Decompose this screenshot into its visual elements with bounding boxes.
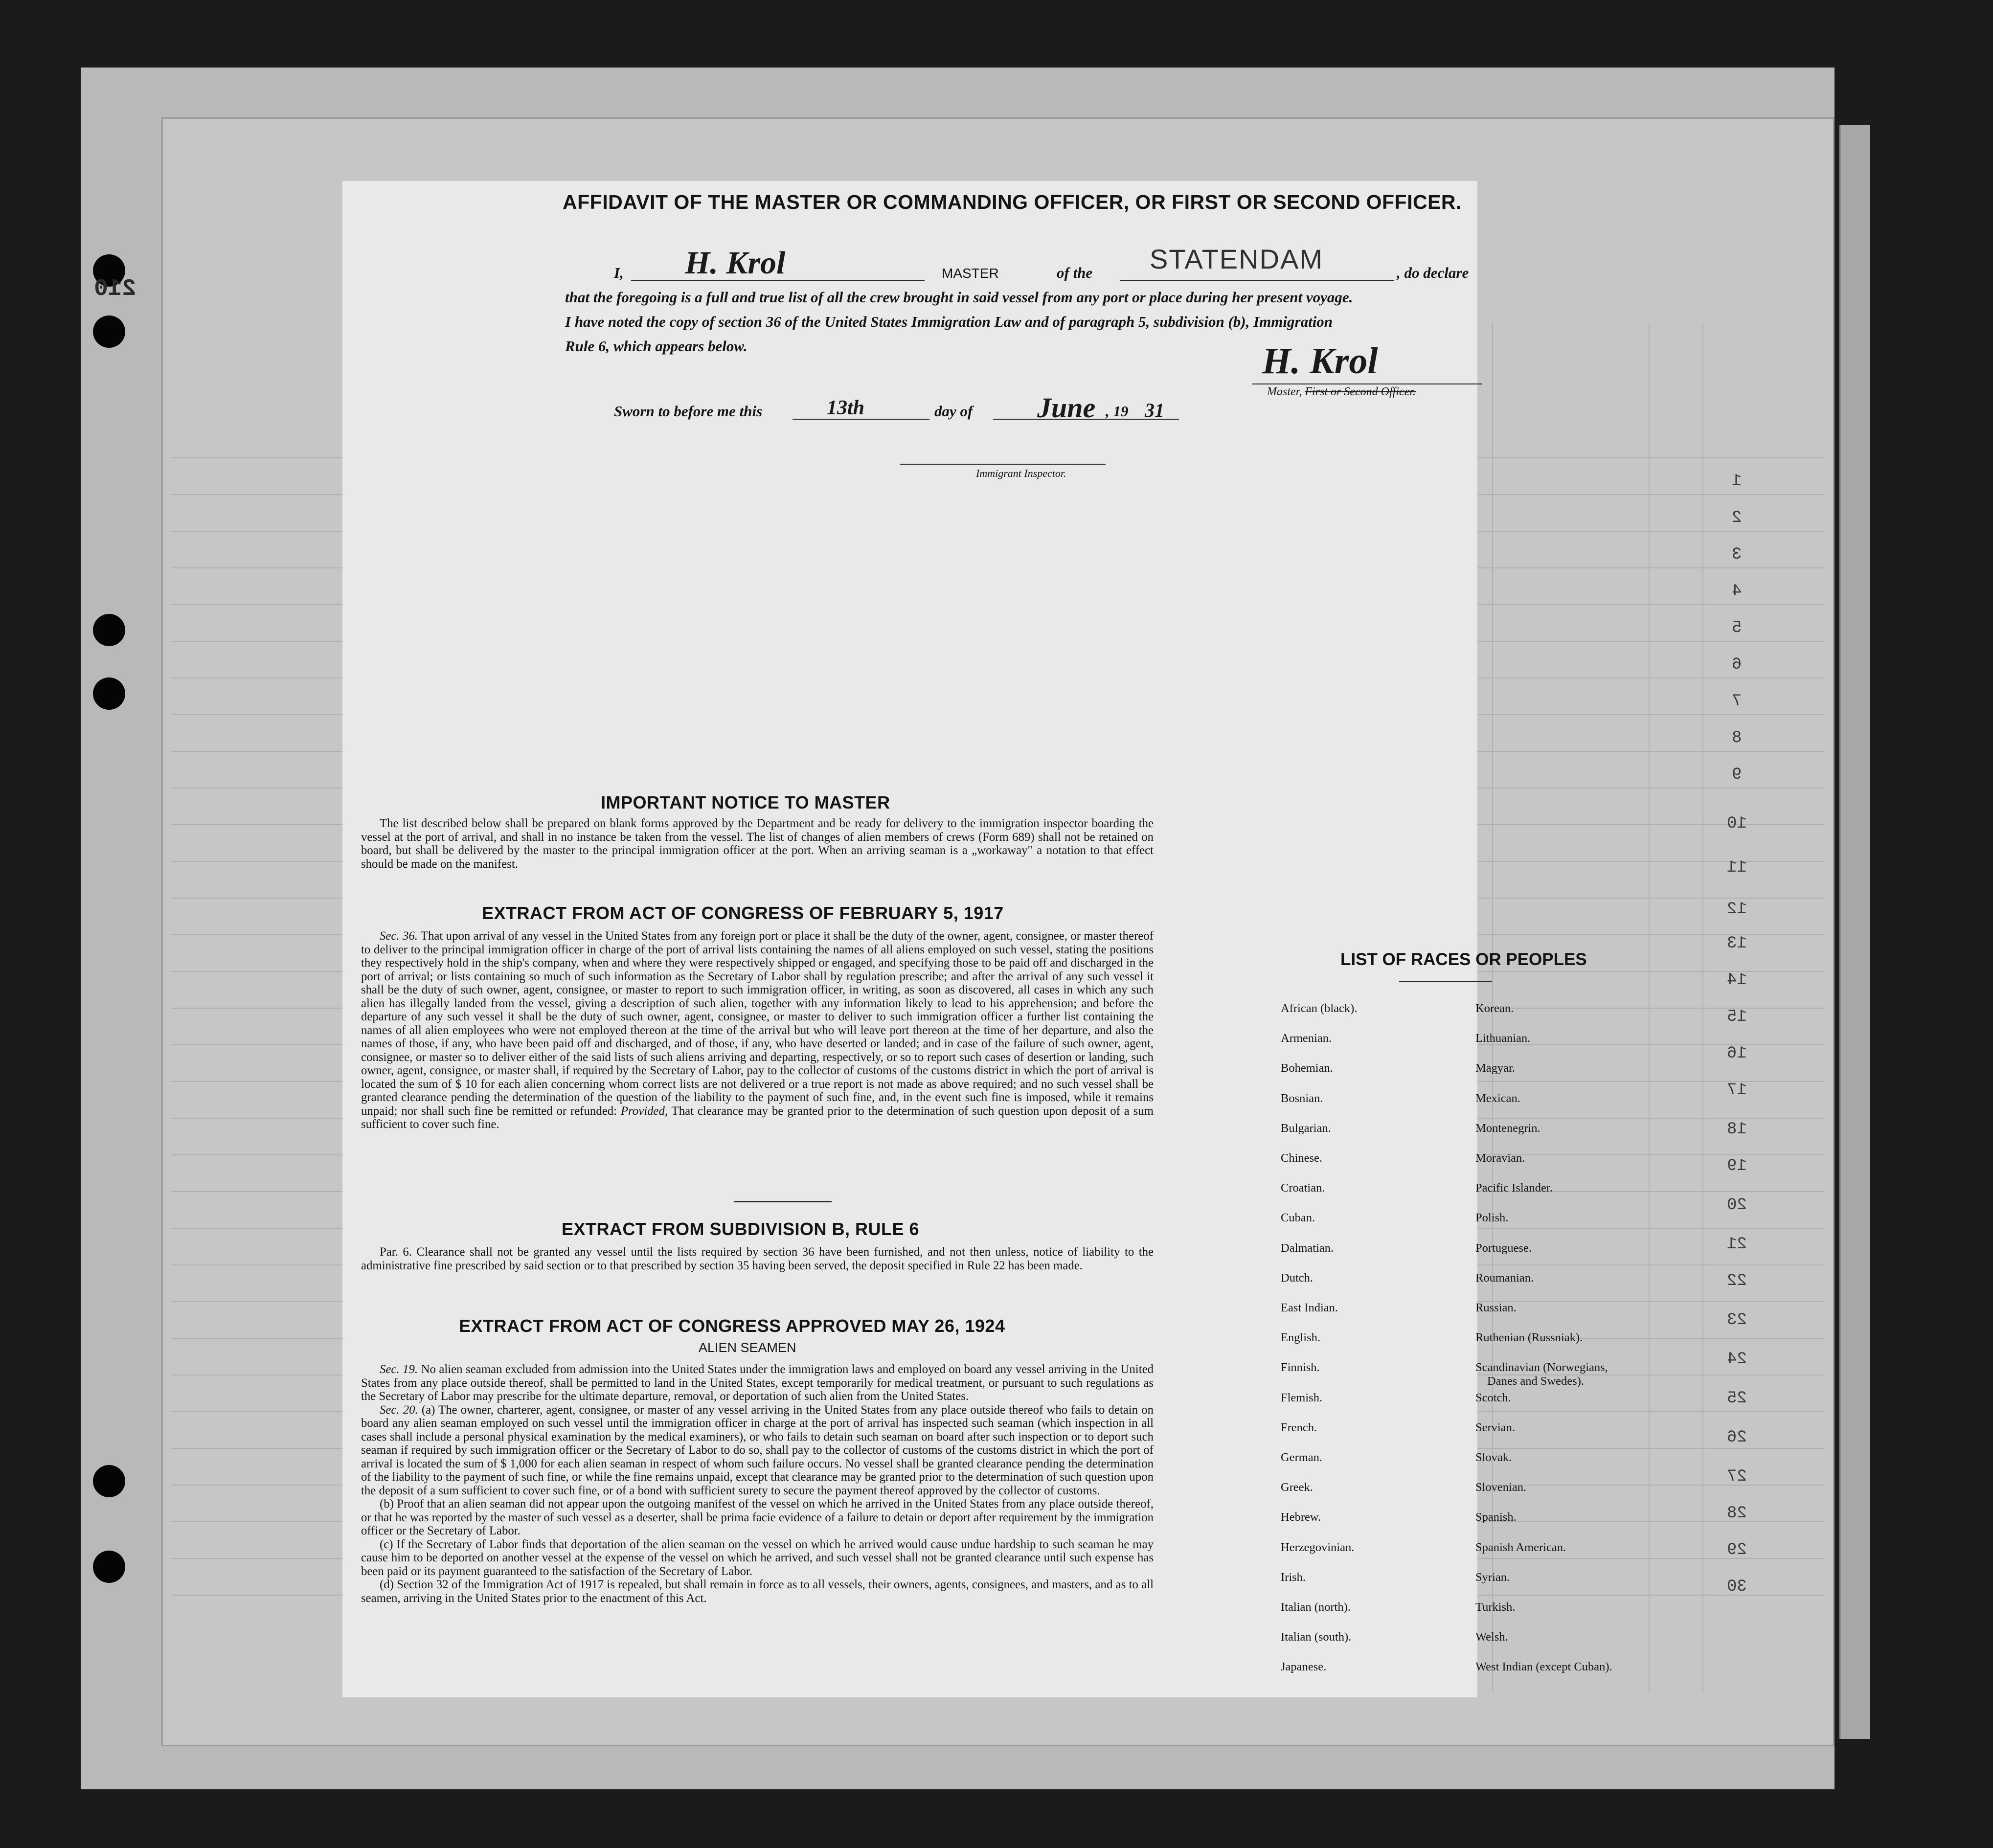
race-item: Mexican.	[1475, 1091, 1520, 1105]
race-item: Japanese.	[1281, 1660, 1327, 1674]
rule-6-text	[361, 1245, 1154, 1272]
sheet-number: 210	[94, 276, 136, 302]
race-item: Herzegovinian.	[1281, 1540, 1355, 1554]
race-item: Polish.	[1475, 1211, 1509, 1225]
races-underline	[1399, 981, 1492, 982]
do-declare: , do declare	[1397, 264, 1469, 281]
race-item: African (black).	[1281, 1002, 1358, 1015]
inspector-signature-line	[900, 464, 1106, 465]
affidavit-title: AFFIDAVIT OF THE MASTER OR COMMANDING OFFICER, OR FIRST OR SECOND OFFICER.	[563, 191, 1462, 213]
notice-title: IMPORTANT NOTICE TO MASTER	[601, 792, 890, 812]
race-item: Slovenian.	[1475, 1481, 1527, 1494]
master-name-handwritten: H. Krol	[685, 245, 786, 281]
sec-36-text: That upon arrival of any vessel in the United States from any foreign port or place it shall be the duty of the owner, agent, consignee, or master thereof to deliver to the principal immigration officer in charge of the port of arrival lists containing the names of all aliens employed on such vessel, stating the positions they respectively hold in the ship's company, when and where they were respectively shipped or engaged, and specifying those to be paid off and discharged in the port of arrival; or lists containing so much of such information as the Secretary of Labor shall by regulation prescribe; and after the arrival of any such vessel it shall be the duty of such owner, agent, consignee, or master to report to such immigration officer, in writing, as soon as discovered, all cases in which any such alien has illegally landed from the vessel, giving a description of such alien, together with any information likely to lead to his apprehension; and before the departure of any such vessel it shall be the duty of such owner, agent, consignee, or master to deliver to such immigration officer a further list containing the names of all alien employees who were not employed thereon at the time of the arrival but who will leave port thereon at the time of her departure, and also the names of those, if any, who have been paid off and discharged, and of those, if any, who have deserted or landed; and in case of the failure of such owner, agent, consignee, or master so to deliver either of the said lists of such aliens arriving and departing, respectively, or so to report such cases of desertion or landing, such owner, agent, consignee, or master shall, if required by the Secretary of Labor, pay to the collector of customs of the customs district in which the port of arrival is located the sum of $ 10 for each alien concerning whom correct lists are not delivered or a true report is not made as above required; and no such vessel shall be granted clearance pending the determination of the question of the liability to the payment of such fine, and, in the event such fine is imposed, while it remains unpaid; nor shall such fine be remitted or refunded:	[361, 929, 1154, 1118]
race-item: Flemish.	[1281, 1391, 1323, 1404]
act-1917-title: EXTRACT FROM ACT OF CONGRESS OF FEBRUARY 5, 1917	[482, 903, 1004, 923]
punch-hole	[93, 316, 125, 348]
race-item: Greek.	[1281, 1481, 1313, 1494]
race-item: Slovak.	[1475, 1451, 1512, 1464]
of-the: of the	[1057, 264, 1093, 281]
act-1917-text	[361, 929, 1154, 1131]
punch-hole	[93, 1465, 125, 1497]
sworn-year: 31	[1145, 399, 1164, 421]
rule-6-paragraph: Par. 6. Clearance shall not be granted any vessel until the lists required by section 36 have been furnished, and not then unless, notice of liability to the administrative fine prescribed by said section or to that prescribed by section 35 having been served, the deposit specified in Rule 22 has been made.	[361, 1245, 1154, 1272]
sec-20c-text: (c) If the Secretary of Labor finds that deportation of the alien seaman on the vessel on which he arrived would cause undue hardship to such seaman he may cause him to be deported on another vessel at the expense of the vessel on which he arrived, and such vessel shall not be granted clearance until such expense has been paid or its payment guaranteed to the satisfaction of the Secretary of Labor.	[361, 1537, 1154, 1578]
race-item: Italian (north).	[1281, 1600, 1351, 1614]
sec-20d-text: (d) Section 32 of the Immigration Act of 1917 is repealed, but shall remain in force as to all vessels, their owners, agents, consignees, and masters, and as to all seamen, arriving in the United States prior to the enactment of this Act.	[361, 1578, 1154, 1605]
affidavit-line-2: that the foregoing is a full and true list of all the crew brought in said vessel from any port or place during her present voyage.	[565, 289, 1353, 306]
race-item: Welsh.	[1475, 1630, 1508, 1644]
sworn-year-prefix: , 19	[1106, 403, 1129, 420]
race-item: Bohemian.	[1281, 1061, 1333, 1075]
race-item: Dalmatian.	[1281, 1241, 1334, 1255]
race-item: Korean.	[1475, 1002, 1514, 1015]
master-label: MASTER	[942, 266, 999, 281]
sworn-prefix: Sworn to before me this	[614, 403, 763, 420]
act-1924-title: EXTRACT FROM ACT OF CONGRESS APPROVED MAY 26, 1924	[459, 1316, 1005, 1336]
race-item: Scandinavian (Norwegians,	[1475, 1361, 1608, 1375]
act-1924-text	[361, 1363, 1154, 1605]
rule-6-title: EXTRACT FROM SUBDIVISION B, RULE 6	[562, 1219, 920, 1239]
master-caption	[1267, 385, 1416, 399]
inspector-caption: Immigrant Inspector.	[976, 467, 1066, 479]
race-item: Servian.	[1475, 1420, 1515, 1434]
master-caption-struck: First or Second Officer.	[1305, 385, 1416, 398]
race-item: Scotch.	[1475, 1391, 1511, 1404]
race-item: Montenegrin.	[1475, 1121, 1540, 1135]
sworn-month: June	[1037, 392, 1096, 424]
alien-seamen-subtitle: ALIEN SEAMEN	[699, 1340, 796, 1355]
day-of: day of	[934, 403, 973, 420]
section-divider	[734, 1201, 832, 1202]
race-item: Hebrew.	[1281, 1510, 1321, 1524]
vessel-fill-line	[1120, 280, 1394, 281]
race-item: Spanish.	[1475, 1510, 1517, 1524]
sec-20-label: Sec. 20.	[380, 1403, 418, 1417]
sec-19-label: Sec. 19.	[380, 1363, 418, 1376]
race-item: Syrian.	[1475, 1570, 1510, 1584]
races-title: LIST OF RACES OR PEOPLES	[1340, 950, 1587, 969]
race-item: Spanish American.	[1475, 1540, 1566, 1554]
race-item: Ruthenian (Russniak).	[1475, 1331, 1583, 1345]
race-item: Moravian.	[1475, 1151, 1525, 1165]
race-item: Dutch.	[1281, 1271, 1313, 1285]
race-item: Irish.	[1281, 1570, 1306, 1584]
race-item: Bulgarian.	[1281, 1121, 1331, 1135]
affidavit-line-4: Rule 6, which appears below.	[565, 338, 747, 355]
master-signature: H. Krol	[1262, 340, 1378, 382]
race-item: Roumanian.	[1475, 1271, 1534, 1285]
notice-text	[361, 817, 1154, 871]
race-item: Bosnian.	[1281, 1091, 1323, 1105]
race-item: Armenian.	[1281, 1032, 1332, 1045]
race-item: Russian.	[1475, 1301, 1517, 1314]
punch-hole	[93, 1551, 125, 1583]
vessel-name: STATENDAM	[1150, 244, 1324, 274]
sec-20b-text: (b) Proof that an alien seaman did not appear upon the outgoing manifest of the vessel on which he arrived in the United States from any place outside thereof, or that he was reported by the master of such vessel as a deserter, shall be prima facie evidence of a failure to detain or deport after requirement by the immigration officer or the Secretary of Labor.	[361, 1497, 1154, 1537]
race-item: Finnish.	[1281, 1361, 1320, 1375]
sec-36-label: Sec. 36.	[380, 929, 418, 943]
race-item: Portuguese.	[1475, 1241, 1532, 1255]
race-item: Cuban.	[1281, 1211, 1315, 1225]
master-caption-text: Master,	[1267, 385, 1302, 398]
sworn-day: 13th	[827, 397, 865, 419]
affidavit-line-3: I have noted the copy of section 36 of the United States Immigration Law and of paragraph 5, subdivision (b), Immigration	[565, 313, 1333, 330]
race-item: Italian (south).	[1281, 1630, 1352, 1644]
race-item: Chinese.	[1281, 1151, 1323, 1165]
race-item: French.	[1281, 1420, 1317, 1434]
punch-hole	[93, 614, 125, 646]
proviso-label: Provided,	[620, 1104, 668, 1118]
underlying-sheet-edge	[1839, 125, 1870, 1739]
race-item: West Indian (except Cuban).	[1475, 1660, 1612, 1674]
race-item: Lithuanian.	[1475, 1032, 1531, 1045]
proviso-text: That clearance may be granted prior to the determination of such question upon deposit of a sum sufficient to cover such fine.	[361, 1104, 1154, 1131]
race-item: East Indian.	[1281, 1301, 1338, 1314]
sec-20a-text: (a) The owner, charterer, agent, consignee, or master of any vessel arriving in the United States from any place outside thereof who fails to detain on board any alien seaman employed on such vessel until the immigration officer in charge at the port of arrival has inspected such seaman (which inspection in all cases shall include a personal physical examination by the medical examiners), or who fails to detain such seaman on board after such inspection or to deport such seaman if required by such immigration officer or the Secretary of Labor to do so, shall pay to the collector of customs of the customs district in which the port of arrival is located the sum of $ 1,000 for each alien seaman in respect of whom such failure occurs. No vessel shall be granted clearance pending the determination of the liability to the payment of such fine, or while the fine remains unpaid, except that clearance may be granted prior to the determination of such question upon the deposit of a sum sufficient to cover such fine, or of a bond with sufficient surety to secure the payment thereof approved by the collector of customs.	[361, 1403, 1154, 1497]
sec-19-text: No alien seaman excluded from admission into the United States under the immigration laws and employed on board any vessel arriving in the United States from any place outside thereof, shall be permitted to land in the United States, except temporarily for medical treatment, or pursuant to such regulations as the Secretary of Labor may prescribe for the ultimate departure, removal, or deportation of such alien from the United States.	[361, 1363, 1154, 1403]
race-item: English.	[1281, 1331, 1320, 1345]
race-item: Danes and Swedes).	[1487, 1375, 1584, 1388]
race-item: Croatian.	[1281, 1181, 1325, 1195]
race-item: Magyar.	[1475, 1061, 1515, 1075]
race-item: Turkish.	[1475, 1600, 1516, 1614]
race-item: Pacific Islander.	[1475, 1181, 1553, 1195]
notice-paragraph: The list described below shall be prepared on blank forms approved by the Department and be ready for delivery to the immigration inspector boarding the vessel at the port of arrival, and shall in no instance be taken from the vessel. The list of changes of alien members of crews (Form 689) shall not be retained on board, but shall be delivered by the master to the principal immigration officer at the port. When an arriving seaman is a „workaway" a notation to that effect should be made on the manifest.	[361, 817, 1154, 871]
punch-hole	[93, 677, 125, 710]
affidavit-i: I,	[614, 264, 624, 281]
signature-line	[1252, 383, 1482, 384]
race-item: German.	[1281, 1451, 1323, 1464]
